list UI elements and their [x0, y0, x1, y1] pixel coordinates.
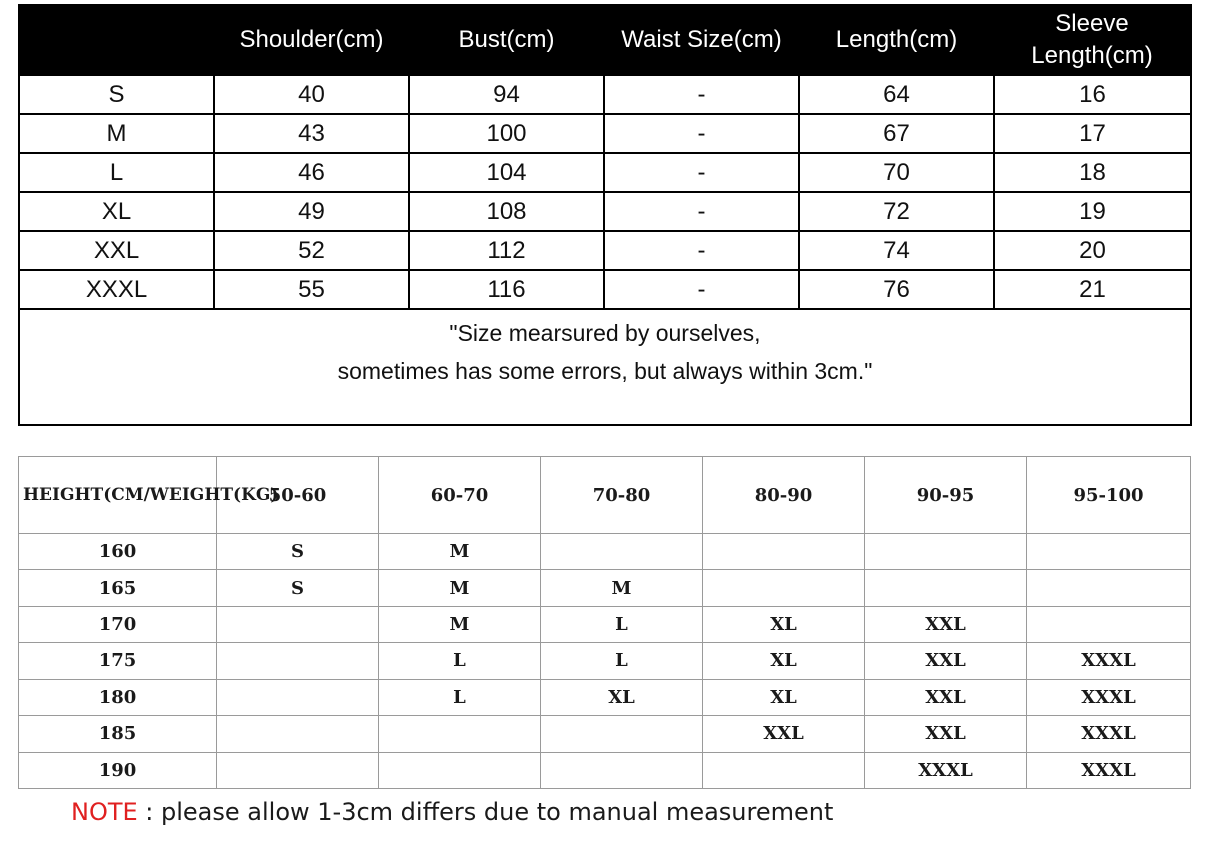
sleeve-length-cell: 16 — [994, 75, 1191, 114]
fit-row — [19, 752, 1191, 788]
waist-column-header: Waist Size(cm) — [604, 5, 799, 75]
fit-size-cell: M — [379, 570, 541, 606]
size-label-cell: XL — [19, 192, 214, 231]
fit-size-cell: M — [541, 570, 703, 606]
size-label-cell: M — [19, 114, 214, 153]
waist-cell: - — [604, 231, 799, 270]
size-label-cell: S — [19, 75, 214, 114]
bust-column-header: Bust(cm) — [409, 5, 604, 75]
weight-range-header: 60-70 — [379, 457, 541, 534]
fit-size-cell: XL — [703, 643, 865, 679]
fit-size-cell — [865, 534, 1027, 570]
length-cell: 67 — [799, 114, 994, 153]
fit-row — [19, 679, 1191, 715]
sleeve-length-cell: 21 — [994, 270, 1191, 309]
measurement-note-line1: "Size mearsured by ourselves, — [449, 320, 761, 346]
length-cell: 70 — [799, 153, 994, 192]
fit-size-cell — [865, 570, 1027, 606]
shoulder-cell: 40 — [214, 75, 409, 114]
fit-size-cell — [217, 679, 379, 715]
size-row — [19, 114, 1191, 153]
height-cell: 160 — [19, 534, 217, 570]
weight-range-header: 95-100 — [1027, 457, 1191, 534]
length-cell: 76 — [799, 270, 994, 309]
fit-size-cell — [703, 752, 865, 788]
measurement-note-line2: sometimes has some errors, but always within 3cm." — [337, 358, 873, 384]
weight-range-header: 50-60 — [217, 457, 379, 534]
size-row — [19, 270, 1191, 309]
fit-size-cell: XXL — [865, 643, 1027, 679]
shoulder-cell: 46 — [214, 153, 409, 192]
shoulder-column-header: Shoulder(cm) — [214, 5, 409, 75]
fit-size-cell — [217, 606, 379, 642]
height-cell: 175 — [19, 643, 217, 679]
weight-range-header: 90-95 — [865, 457, 1027, 534]
fit-size-cell — [217, 752, 379, 788]
fit-row — [19, 570, 1191, 606]
fit-size-cell: L — [379, 679, 541, 715]
fit-size-cell: XXL — [703, 716, 865, 752]
measurement-note — [19, 309, 1191, 425]
fit-row — [19, 606, 1191, 642]
size-row — [19, 192, 1191, 231]
weight-range-header: 80-90 — [703, 457, 865, 534]
waist-cell: - — [604, 270, 799, 309]
fit-size-cell: XL — [541, 679, 703, 715]
fit-size-cell: XXXL — [1027, 752, 1191, 788]
fit-size-cell: M — [379, 534, 541, 570]
fit-size-cell: S — [217, 534, 379, 570]
fit-size-cell: XXL — [865, 606, 1027, 642]
fit-size-cell — [1027, 606, 1191, 642]
fit-size-cell: XXXL — [865, 752, 1027, 788]
height-weight-fit-table — [18, 456, 1191, 789]
fit-size-cell: XL — [703, 679, 865, 715]
fit-size-cell: XXL — [865, 716, 1027, 752]
bust-cell: 116 — [409, 270, 604, 309]
size-label-cell: XXXL — [19, 270, 214, 309]
sleeve-header-line2: Length(cm) — [1031, 42, 1153, 69]
size-label-cell: L — [19, 153, 214, 192]
size-measurement-table — [18, 4, 1192, 426]
fit-size-cell — [217, 643, 379, 679]
height-cell: 180 — [19, 679, 217, 715]
fit-size-cell: XXXL — [1027, 716, 1191, 752]
fit-size-cell: L — [379, 643, 541, 679]
waist-cell: - — [604, 192, 799, 231]
fit-size-cell: XXXL — [1027, 679, 1191, 715]
fit-size-cell — [379, 752, 541, 788]
size-label-cell: XXL — [19, 231, 214, 270]
sleeve-length-cell: 19 — [994, 192, 1191, 231]
size-column-header — [19, 5, 214, 75]
fit-size-cell: XXL — [865, 679, 1027, 715]
fit-size-cell — [379, 716, 541, 752]
height-cell: 185 — [19, 716, 217, 752]
height-cell: 170 — [19, 606, 217, 642]
fit-table-header-row — [19, 457, 1191, 534]
fit-size-cell — [703, 570, 865, 606]
length-cell: 72 — [799, 192, 994, 231]
shoulder-cell: 52 — [214, 231, 409, 270]
fit-size-cell: L — [541, 643, 703, 679]
bust-cell: 112 — [409, 231, 604, 270]
fit-size-cell: XL — [703, 606, 865, 642]
height-weight-corner-header: HEIGHT(CM/WEIGHT(KG) — [19, 457, 217, 534]
waist-cell: - — [604, 114, 799, 153]
length-column-header: Length(cm) — [799, 5, 994, 75]
shoulder-cell: 49 — [214, 192, 409, 231]
shoulder-cell: 55 — [214, 270, 409, 309]
fit-size-cell — [541, 534, 703, 570]
waist-cell: - — [604, 153, 799, 192]
size-table-header-row — [19, 5, 1191, 75]
fit-size-cell: S — [217, 570, 379, 606]
fit-size-cell — [1027, 570, 1191, 606]
measurement-disclaimer — [71, 798, 833, 826]
length-cell: 64 — [799, 75, 994, 114]
fit-size-cell — [217, 716, 379, 752]
fit-size-cell: L — [541, 606, 703, 642]
fit-size-cell — [541, 752, 703, 788]
sleeve-length-cell: 17 — [994, 114, 1191, 153]
length-cell: 74 — [799, 231, 994, 270]
sleeve-header-line1: Sleeve — [1055, 10, 1129, 37]
bust-cell: 100 — [409, 114, 604, 153]
size-row — [19, 231, 1191, 270]
waist-cell: - — [604, 75, 799, 114]
note-label: NOTE — [71, 798, 138, 826]
bust-cell: 94 — [409, 75, 604, 114]
fit-row — [19, 716, 1191, 752]
weight-range-header: 70-80 — [541, 457, 703, 534]
height-cell: 165 — [19, 570, 217, 606]
height-cell: 190 — [19, 752, 217, 788]
fit-size-cell: M — [379, 606, 541, 642]
fit-row — [19, 643, 1191, 679]
shoulder-cell: 43 — [214, 114, 409, 153]
fit-size-cell — [703, 534, 865, 570]
bust-cell: 108 — [409, 192, 604, 231]
fit-row — [19, 534, 1191, 570]
size-row — [19, 153, 1191, 192]
note-text: : please allow 1-3cm differs due to manual measurement — [137, 798, 834, 826]
sleeve-length-cell: 18 — [994, 153, 1191, 192]
fit-size-cell — [541, 716, 703, 752]
size-row — [19, 75, 1191, 114]
fit-size-cell: XXXL — [1027, 643, 1191, 679]
sleeve-length-cell: 20 — [994, 231, 1191, 270]
measurement-note-row — [19, 309, 1191, 425]
sleeve-length-column-header — [994, 5, 1191, 75]
bust-cell: 104 — [409, 153, 604, 192]
fit-size-cell — [1027, 534, 1191, 570]
